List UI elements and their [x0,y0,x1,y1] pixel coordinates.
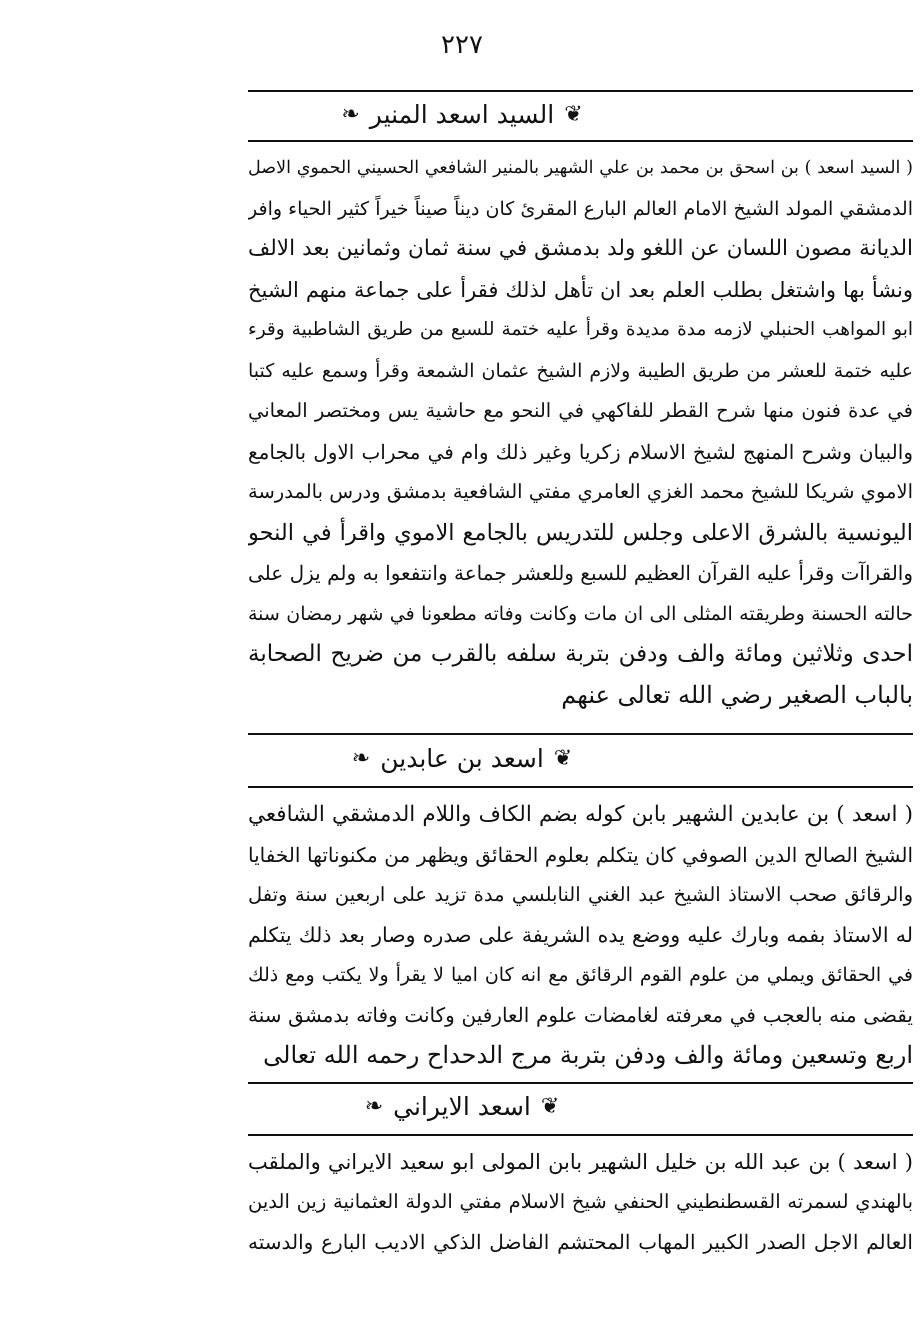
text-line: الاموي شريكا للشيخ محمد الغزي العامري مفتي الشافعية بدمشق ودرس بالمدرسة [248,480,913,503]
text-line: والرقائق صحب الاستاذ الشيخ عبد الغني النابلسي مدة تزيد على اربعين سنة وتفل [248,883,913,906]
text-line: ( اسعد ) بن عابدين الشهير بابن كوله بضم الكاف واللام الدمشقي الشافعي [248,802,913,827]
text-line: ابو المواهب الحنبلي لازمه مدة مديدة وقرأ عليه ختمة للسبع من طريق الشاطبية وقرء [248,319,913,340]
text-line: الشيخ الصالح الدين الصوفي كان يتكلم بعلوم الحقائق ويظهر من مكنوناتها الخفايا [248,843,913,867]
ornament-icon: ❧ [351,746,371,771]
text-line: ونشأ بها واشتغل بطلب العلم بعد ان تأهل لذلك فقرأ على جماعة منهم الشيخ [248,277,913,302]
text-line: والقراآت وقرأ عليه القرآن العظيم للسبع وللعشر جماعة وانتفعوا به ولم يزل على [248,561,913,585]
text-line: ( السيد اسعد ) بن اسحق بن محمد بن علي الشهير بالمنير الشافعي الحسيني الحموي الاصل [248,158,913,178]
text-line: بالباب الصغير رضي الله تعالى عنهم [561,680,913,709]
rule [248,1134,913,1136]
text-line: احدى وثلاثين ومائة والف ودفن بتربة سلفه بالقرب من ضريح الصحابة [248,641,913,667]
text-line: والبيان وشرح المنهج لشيخ الاسلام زكريا وغير ذلك وام في محراب الاول بالجامع [248,439,913,464]
entry-body [248,148,913,715]
text-line: عليه ختمة للعشر من طريق الطيبة ولازم الشيخ عثمان الشمعة وقرأ وسمع عليه كتبا [248,359,913,382]
entry-body [248,1142,913,1262]
text-line: الديانة مصون اللسان عن اللغو ولد بدمشق في سنة ثمان وثمانين بعد الالف [248,236,913,261]
text-line: في الحقائق ويملي من علوم القوم الرقائق مع انه كان اميا لا يقرأ ولا يكتب ومع ذلك [248,964,913,986]
entry-heading [0,742,924,773]
text-line: اليونسية بالشرق الاعلى وجلس للتدريس بالجامع الاموي واقرأ في النحو [248,519,913,546]
entry-heading [0,1090,924,1121]
text-line: يقضى منه بالعجب في معرفته لغامضات علوم العارفين وكانت وفاته بدمشق سنة [248,1003,913,1027]
ornament-icon: ❦ [553,746,573,771]
text-line: في عدة فنون منها شرح القطر للفاكهي في النحو مع حاشية يس ومختصر المعاني [248,399,913,422]
ornament-icon: ❧ [341,102,360,127]
ornament-icon: ❦ [564,102,583,127]
entry-heading-text: اسعد بن عابدين [380,744,544,773]
entry-heading-text: السيد اسعد المنير [369,100,555,129]
ornament-icon: ❧ [364,1094,384,1119]
text-line: العالم الاجل الصدر الكبير المهاب المحتشم الفاضل الذكي الاديب البارع والدسته [248,1230,913,1254]
text-line: بالهندي لسمرته القسطنطيني الحنفي شيخ الاسلام مفتي الدولة العثمانية زين الدين [248,1190,913,1213]
rule [248,786,913,788]
rule [248,140,913,142]
text-line: حالته الحسنة وطريقته المثلى الى ان مات وكانت وفاته مطعونا في شهر رمضان سنة [248,602,913,625]
text-line: ( اسعد ) بن عبد الله بن خليل الشهير بابن المولى ابو سعيد الايراني والملقب [248,1150,913,1174]
rule-top [248,90,913,92]
rule [248,1082,913,1084]
rule [248,733,913,735]
page-number: ٢٢٧ [441,30,483,60]
ornament-icon: ❦ [540,1094,560,1119]
entry-heading-text: اسعد الايراني [393,1092,531,1121]
entry-heading [0,98,924,129]
text-line: اربع وتسعين ومائة والف ودفن بتربة مرج الدحداح رحمه الله تعالى [263,1041,913,1069]
text-line: له الاستاذ بفمه وبارك عليه ووضع يده الشريفة على صدره وصار بعد ذلك يتكلم [248,923,913,947]
entry-body [248,795,913,1075]
text-line: الدمشقي المولد الشيخ الامام العالم البارع المقرئ كان ديناً صيناً خيراً كثير الحياء وافر [248,197,913,220]
